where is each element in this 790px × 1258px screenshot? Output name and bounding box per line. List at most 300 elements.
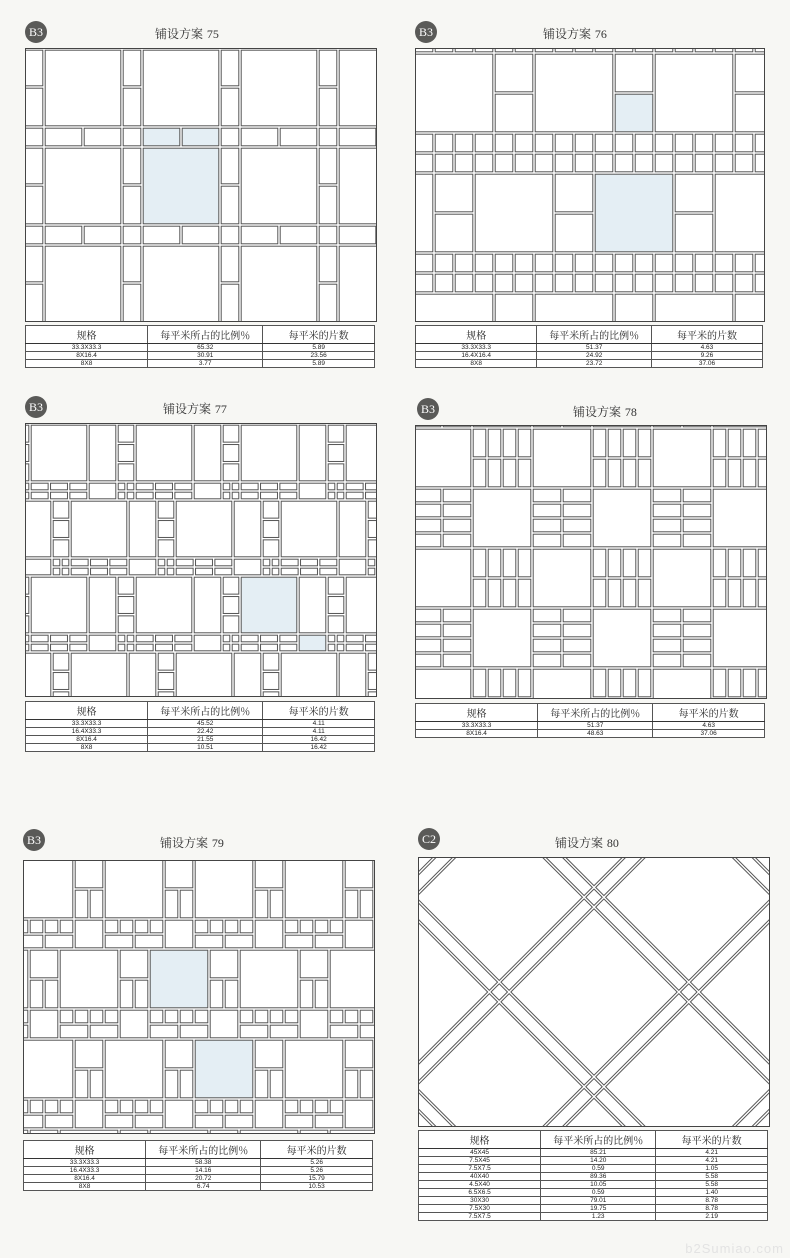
tile: [337, 635, 344, 642]
tile: [360, 1070, 373, 1098]
highlighted-tile: [195, 1040, 253, 1098]
tile: [339, 501, 366, 557]
tile: [518, 579, 531, 607]
tile: [118, 492, 125, 499]
tile: [455, 154, 473, 172]
tile: [455, 274, 473, 292]
tile-layout-diagram: [418, 857, 770, 1127]
tile: [175, 492, 192, 499]
tile-layout-svg: [26, 424, 376, 696]
tile: [416, 519, 441, 532]
table-cell: 10.51: [148, 744, 263, 752]
tile: [443, 624, 471, 637]
tile: [330, 1010, 343, 1023]
tile: [45, 128, 82, 146]
tile: [488, 429, 501, 457]
tile: [285, 1100, 298, 1113]
tile: [71, 568, 88, 575]
tile: [120, 1100, 133, 1113]
tile-spec-table: [23, 1140, 373, 1191]
tile: [180, 890, 193, 918]
tile-spec-table: [25, 701, 375, 752]
tile: [53, 692, 69, 696]
table-cell: 7.5X30: [419, 1205, 541, 1213]
tile: [255, 861, 283, 888]
tile: [158, 692, 174, 696]
tile: [416, 429, 471, 487]
tile: [156, 483, 173, 490]
tile: [638, 579, 651, 607]
table-cell: 79.01: [541, 1197, 656, 1205]
table-cell: 16.4X33.3: [24, 1167, 146, 1175]
tile: [563, 609, 591, 622]
tile: [90, 1070, 103, 1098]
tile: [635, 49, 653, 52]
tile: [518, 669, 531, 697]
table-header-cell: 每平米的片数: [651, 326, 762, 344]
tile: [638, 429, 651, 457]
tile: [319, 186, 337, 224]
tile: [728, 459, 741, 487]
table-row: [419, 1213, 768, 1221]
tile: [62, 568, 69, 575]
tile: [368, 653, 376, 670]
tile: [743, 669, 756, 697]
tile: [735, 274, 753, 292]
tile: [488, 669, 501, 697]
tile: [653, 549, 711, 607]
tile: [105, 1040, 163, 1098]
tile: [319, 226, 337, 244]
tile: [735, 94, 764, 132]
tile: [60, 920, 73, 933]
tile: [26, 464, 29, 481]
tile: [345, 861, 373, 888]
tile: [683, 534, 711, 547]
tile: [30, 1130, 58, 1133]
tile: [223, 577, 239, 594]
tile: [328, 635, 335, 642]
table-cell: 16.42: [263, 736, 375, 744]
tile: [71, 653, 127, 696]
table-cell: 15.79: [261, 1175, 373, 1183]
tile: [91, 559, 108, 566]
tile: [195, 920, 208, 933]
tile: [608, 429, 621, 457]
tile: [51, 644, 68, 651]
tile: [330, 920, 343, 933]
table-header-cell: 每平米的片数: [653, 704, 765, 722]
diagonal-tile-group: [419, 858, 769, 1126]
tile: [89, 635, 116, 651]
tile: [515, 134, 533, 152]
tile: [150, 1130, 208, 1133]
tile: [593, 489, 651, 547]
tile: [728, 669, 741, 697]
tile: [443, 426, 471, 427]
series-badge: C2: [418, 828, 440, 850]
tile: [263, 692, 279, 696]
tile: [53, 521, 69, 538]
table-cell: 4.11: [263, 720, 375, 728]
tile-layout-diagram: [25, 423, 377, 697]
tile: [194, 577, 221, 633]
tile: [473, 489, 531, 547]
table-cell: 10.53: [261, 1183, 373, 1191]
tile: [26, 445, 29, 462]
table-row: [416, 722, 765, 730]
tile: [62, 559, 69, 566]
tile: [285, 920, 298, 933]
tile: [695, 49, 713, 52]
tile: [555, 134, 573, 152]
tile: [743, 459, 756, 487]
table-header-cell: 每平米所占的比例％: [537, 326, 652, 344]
table-row: [419, 1149, 768, 1157]
tile-spec-table: [25, 325, 375, 368]
table-cell: 6.74: [146, 1183, 261, 1191]
tile: [221, 226, 239, 244]
tile: [300, 1130, 328, 1133]
plan-title-text: 铺设方案: [543, 27, 592, 41]
tile: [143, 226, 180, 244]
tile: [26, 501, 51, 557]
tile: [345, 1010, 358, 1023]
table-header-cell: 每平米所占的比例％: [148, 702, 263, 720]
tile: [300, 950, 328, 978]
tile-layout-svg: [24, 861, 374, 1133]
tile: [575, 49, 593, 52]
tile: [75, 1070, 88, 1098]
table-cell: 8X16.4: [24, 1175, 146, 1183]
tile: [319, 88, 337, 126]
tile: [758, 549, 766, 577]
table-header-row: [416, 326, 763, 344]
tile: [368, 559, 375, 566]
table-cell: 5.58: [656, 1173, 768, 1181]
tile: [675, 254, 693, 272]
table-cell: 5.89: [263, 344, 375, 352]
tile: [194, 425, 221, 481]
table-row: [26, 360, 375, 368]
tile: [653, 429, 711, 487]
tile: [221, 148, 239, 184]
tile: [51, 492, 68, 499]
tile: [533, 639, 561, 652]
tile: [473, 549, 486, 577]
tile: [225, 1115, 253, 1128]
tile: [713, 579, 726, 607]
tile: [330, 1100, 343, 1113]
table-cell: 10.05: [541, 1181, 656, 1189]
tile: [24, 861, 73, 918]
table-cell: 24.92: [537, 352, 652, 360]
tile: [533, 519, 561, 532]
tile: [608, 549, 621, 577]
tile: [555, 174, 593, 212]
tile: [71, 501, 127, 557]
tile: [26, 186, 43, 224]
tile: [535, 154, 553, 172]
table-cell: 51.37: [538, 722, 653, 730]
table-cell: 30.91: [148, 352, 263, 360]
tile: [31, 635, 48, 642]
table-row: [419, 1181, 768, 1189]
tile: [30, 920, 43, 933]
tile: [241, 492, 258, 499]
tile: [221, 246, 239, 282]
tile: [339, 128, 376, 146]
tile: [518, 459, 531, 487]
table-cell: 2.19: [656, 1213, 768, 1221]
tile: [24, 1100, 28, 1113]
tile: [51, 483, 68, 490]
tile: [299, 483, 326, 499]
table-cell: 0.59: [541, 1165, 656, 1173]
tile: [75, 1100, 103, 1128]
tile: [533, 534, 561, 547]
tile: [455, 254, 473, 272]
tile: [299, 577, 326, 633]
plan-number: 77: [214, 402, 227, 416]
plan-title: [573, 403, 637, 420]
tile: [105, 861, 163, 918]
tile: [575, 134, 593, 152]
table-cell: 1.40: [656, 1189, 768, 1197]
tile: [60, 1010, 73, 1023]
highlighted-tile: [143, 148, 219, 224]
tile: [653, 504, 681, 517]
highlighted-tile: [150, 950, 208, 1008]
table-cell: 21.55: [148, 736, 263, 744]
tile: [75, 1040, 103, 1068]
table-cell: 7.5X7.5: [419, 1213, 541, 1221]
plan-title: [155, 25, 219, 42]
tile: [328, 577, 344, 594]
table-cell: 8.78: [656, 1197, 768, 1205]
tile: [675, 214, 713, 252]
tile: [728, 429, 741, 457]
tile: [330, 1025, 358, 1038]
tile: [241, 246, 317, 321]
tile: [535, 49, 553, 52]
tile: [53, 673, 69, 690]
tile: [255, 1070, 268, 1098]
tile: [563, 624, 591, 637]
tile: [90, 890, 103, 918]
table-cell: 45.52: [148, 720, 263, 728]
tile: [330, 950, 374, 1008]
table-cell: 16.42: [263, 744, 375, 752]
tile: [175, 635, 192, 642]
tile: [31, 577, 87, 633]
tile: [221, 284, 239, 321]
tile: [360, 890, 373, 918]
tile: [24, 1040, 73, 1098]
tile: [263, 521, 279, 538]
table-header-cell: 每平米所占的比例％: [146, 1141, 261, 1159]
tile: [280, 483, 297, 490]
tile: [575, 254, 593, 272]
table-header-cell: 规格: [416, 326, 537, 344]
tile: [346, 483, 363, 490]
table-cell: 37.06: [651, 360, 762, 368]
tile: [158, 653, 174, 670]
tile: [26, 653, 51, 696]
tile: [555, 254, 573, 272]
tile: [555, 154, 573, 172]
tile: [167, 568, 174, 575]
tile: [563, 639, 591, 652]
tile: [26, 559, 51, 575]
tile: [593, 609, 651, 667]
tile: [346, 425, 376, 481]
tile: [223, 483, 230, 490]
table-row: [416, 360, 763, 368]
tile: [180, 1010, 193, 1023]
tile: [595, 154, 613, 172]
tile: [475, 174, 553, 252]
tile: [495, 294, 533, 321]
tile: [195, 935, 223, 948]
tile: [176, 653, 232, 696]
tile: [533, 504, 561, 517]
tile: [176, 559, 193, 566]
tile: [70, 644, 87, 651]
tile: [615, 294, 653, 321]
tile: [435, 49, 453, 52]
tile: [225, 980, 238, 1008]
tile: [281, 501, 337, 557]
tile: [167, 559, 174, 566]
tile: [136, 577, 192, 633]
tile: [210, 920, 223, 933]
tile: [26, 284, 43, 321]
tile: [223, 616, 239, 633]
tile: [715, 174, 764, 252]
table-cell: 16.4X16.4: [416, 352, 537, 360]
tile: [713, 549, 726, 577]
tile: [473, 669, 486, 697]
table-header-row: [419, 1131, 768, 1149]
table-cell: 33.3X33.3: [416, 722, 538, 730]
tile: [285, 935, 313, 948]
table-cell: 8X16.4: [26, 736, 148, 744]
tile: [319, 246, 337, 282]
tile: [26, 616, 29, 633]
table-cell: 4.5X40: [419, 1181, 541, 1189]
tile: [135, 1100, 148, 1113]
tile: [165, 890, 178, 918]
tile: [416, 654, 441, 667]
tile: [232, 483, 239, 490]
tile: [593, 669, 606, 697]
tile: [210, 1130, 238, 1133]
tile: [653, 639, 681, 652]
tile: [165, 861, 193, 888]
tile: [653, 624, 681, 637]
tile: [270, 1010, 283, 1023]
tile: [31, 492, 48, 499]
tile: [715, 154, 733, 172]
tile: [416, 549, 471, 607]
table-cell: 20.72: [146, 1175, 261, 1183]
tile: [758, 579, 766, 607]
tile: [281, 653, 337, 696]
tile: [337, 483, 344, 490]
tile: [675, 49, 693, 52]
tile: [165, 1100, 193, 1128]
tile: [118, 445, 134, 462]
tile: [272, 559, 279, 566]
table-cell: 22.42: [148, 728, 263, 736]
tile: [655, 294, 733, 321]
tile: [75, 920, 103, 948]
tile: [563, 504, 591, 517]
tile: [416, 426, 441, 427]
tile: [240, 950, 298, 1008]
table-cell: 8X8: [26, 744, 148, 752]
tile: [653, 426, 681, 427]
table-cell: 85.21: [541, 1149, 656, 1157]
tile: [241, 635, 258, 642]
tile: [120, 920, 133, 933]
tile: [255, 1010, 268, 1023]
tile: [563, 654, 591, 667]
table-header-cell: 每平米的片数: [261, 1141, 373, 1159]
tile: [595, 254, 613, 272]
tile: [337, 644, 344, 651]
tile: [240, 920, 253, 933]
tile: [518, 429, 531, 457]
plan-number: 78: [624, 405, 637, 419]
tile: [210, 950, 238, 978]
tile: [473, 459, 486, 487]
tile: [60, 950, 118, 1008]
tile: [263, 501, 279, 518]
tile: [30, 1010, 58, 1038]
tile: [755, 274, 764, 292]
tile: [675, 274, 693, 292]
tile: [623, 669, 636, 697]
tile: [90, 1010, 103, 1023]
tile: [45, 935, 73, 948]
tile: [416, 134, 433, 152]
tile: [26, 577, 29, 594]
tile-layout-svg: [26, 49, 376, 321]
tile: [435, 154, 453, 172]
tile: [368, 540, 376, 557]
table-cell: 23.56: [263, 352, 375, 360]
tile: [263, 540, 279, 557]
table-cell: 65.32: [148, 344, 263, 352]
table-row: [26, 728, 375, 736]
tile: [26, 88, 43, 126]
tile: [535, 54, 613, 132]
table-cell: 30X30: [419, 1197, 541, 1205]
tile: [136, 492, 153, 499]
tile: [735, 254, 753, 272]
tile: [653, 609, 681, 622]
tile: [368, 501, 376, 518]
tile: [328, 492, 335, 499]
tile: [280, 644, 297, 651]
tile: [535, 294, 613, 321]
tile: [593, 579, 606, 607]
tile: [195, 1010, 208, 1023]
tile: [743, 549, 756, 577]
table-cell: 19.75: [541, 1205, 656, 1213]
